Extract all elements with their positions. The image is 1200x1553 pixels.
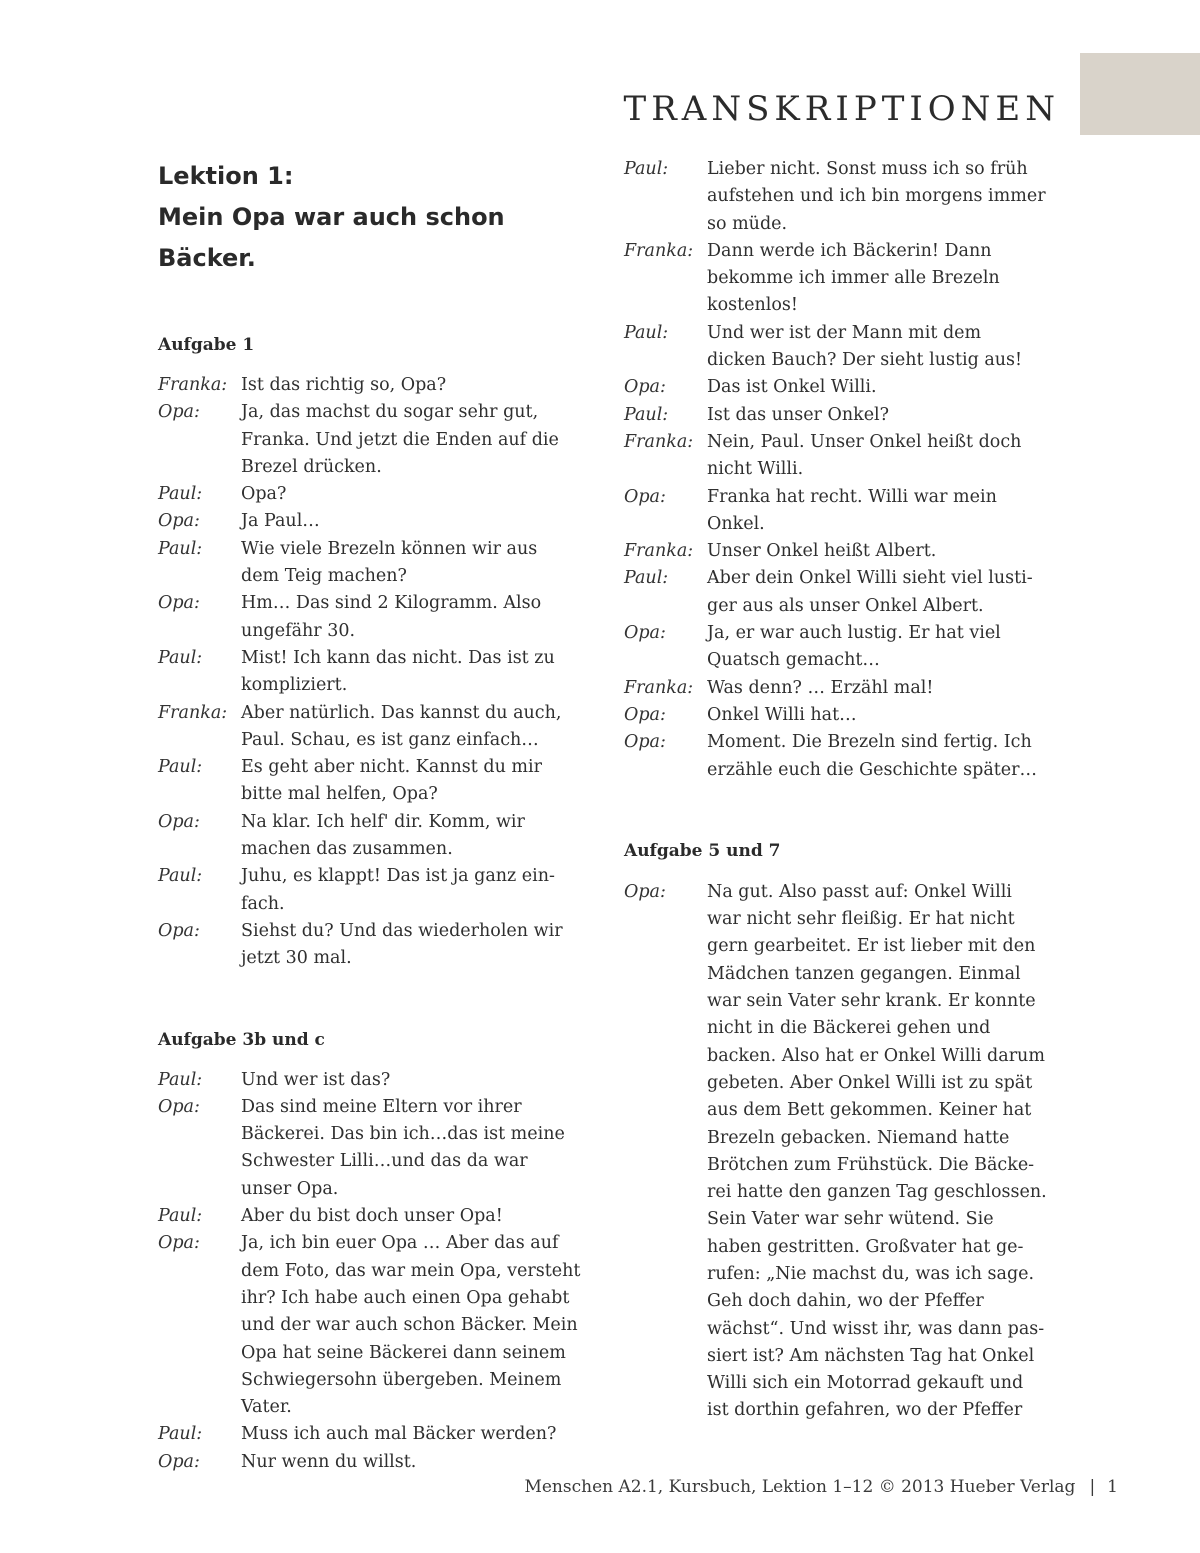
- dialog-text: Unser Onkel heißt Albert.: [707, 541, 937, 562]
- page-header-title: TRANSKRIPTIONEN: [623, 89, 1060, 129]
- dialog-line: [624, 429, 1070, 484]
- speaker-label: Franka:: [158, 702, 228, 723]
- dialog-text: Aber dein Onkel Willi sieht viel lusti- ger aus als unser Onkel Albert.: [707, 568, 1033, 616]
- speaker-label: Paul:: [158, 647, 203, 668]
- dialog-text: Onkel Willi hat…: [707, 704, 857, 725]
- dialog-line: [158, 590, 598, 645]
- dialog-text: Ja, er war auch lustig. Er hat viel Quatsch gemacht…: [707, 623, 1001, 671]
- dialog-text: Wie viele Brezeln können wir aus dem Teig machen?: [241, 538, 538, 587]
- dialog-text: Was denn? … Erzähl mal!: [707, 677, 934, 698]
- page-footer: [0, 1474, 1118, 1500]
- speaker-label: Opa:: [624, 881, 666, 902]
- heading-aufgabe-5: Aufgabe 5 und 7: [624, 840, 781, 861]
- speaker-label: Opa:: [624, 486, 666, 507]
- dialog-line: [158, 754, 598, 809]
- speaker-label: Opa:: [158, 811, 200, 832]
- speaker-label: Opa:: [158, 1096, 200, 1117]
- dialog-line: [158, 1203, 598, 1230]
- speaker-label: Opa:: [158, 402, 200, 423]
- dialog-line: [158, 863, 598, 918]
- dialog-text: Ja Paul…: [241, 511, 320, 532]
- speaker-label: Paul:: [158, 1424, 203, 1445]
- dialog-line: [158, 536, 598, 591]
- dialog-text: Franka hat recht. Willi war mein Onkel.: [707, 486, 997, 534]
- heading-aufgabe-3: Aufgabe 3b und c: [158, 1029, 325, 1050]
- dialog-text: Und wer ist der Mann mit dem dicken Bauch? Der sieht lustig aus!: [707, 322, 1023, 371]
- speaker-label: Opa:: [158, 1451, 200, 1472]
- dialog-text: Moment. Die Brezeln sind fertig. Ich erzähle euch die Geschichte später…: [707, 732, 1038, 780]
- dialog-aufgabe-1: [158, 372, 598, 973]
- lesson-title-line1: Lektion 1:: [158, 162, 294, 190]
- dialog-text: Nur wenn du willst.: [241, 1451, 417, 1472]
- dialog-line: [624, 484, 1070, 539]
- dialog-line: [624, 402, 1070, 429]
- dialog-text: Ist das unser Onkel?: [707, 404, 890, 425]
- speaker-label: Opa:: [624, 623, 666, 644]
- dialog-text: Es geht aber nicht. Kannst du mir bitte mal helfen, Opa?: [241, 757, 542, 805]
- dialog-line: [158, 372, 598, 399]
- dialog-aufgabe-3-continued: [624, 156, 1070, 784]
- heading-aufgabe-1: Aufgabe 1: [158, 335, 255, 355]
- dialog-line: [624, 320, 1070, 375]
- dialog-text: Ist das richtig so, Opa?: [241, 375, 447, 395]
- dialog-line: [624, 620, 1070, 675]
- dialog-line: [624, 879, 1070, 1425]
- speaker-label: Franka:: [624, 677, 694, 698]
- dialog-line: [624, 538, 1070, 565]
- speaker-label: Paul:: [158, 866, 203, 887]
- speaker-label: Opa:: [624, 732, 666, 753]
- dialog-line: [158, 1449, 598, 1476]
- dialog-aufgabe-5: [624, 879, 1070, 1425]
- speaker-label: Paul:: [158, 538, 203, 559]
- dialog-text: Nein, Paul. Unser Onkel heißt doch nicht Willi.: [707, 431, 1022, 480]
- dialog-aufgabe-3: [158, 1067, 598, 1476]
- dialog-line: [158, 481, 598, 508]
- speaker-label: Franka:: [158, 375, 228, 395]
- dialog-text: Juhu, es klappt! Das ist ja ganz ein- fach.: [241, 866, 555, 914]
- speaker-label: Franka:: [624, 431, 694, 452]
- dialog-line: [158, 809, 598, 864]
- dialog-text: Ja, ich bin euer Opa … Aber das auf dem Foto, das war mein Opa, versteht ihr? Ich habe auch einen Opa gehabt und der war auch schon Bäcker. Mein Opa hat seine Bäckerei dann seinem Schwiegersohn übergeben. Meinem Vater.: [241, 1233, 581, 1418]
- speaker-label: Paul:: [624, 322, 669, 343]
- dialog-line: [158, 399, 598, 481]
- dialog-text: Dann werde ich Bäckerin! Dann bekomme ich immer alle Brezeln kostenlos!: [707, 240, 1000, 316]
- left-column: [158, 156, 598, 1476]
- speaker-label: Franka:: [624, 240, 694, 261]
- dialog-line: [158, 1067, 598, 1094]
- dialog-text: Mist! Ich kann das nicht. Das ist zu kompliziert.: [241, 647, 555, 696]
- dialog-text: Aber du bist doch unser Opa!: [241, 1206, 503, 1227]
- page-number: 1: [1107, 1477, 1118, 1497]
- dialog-text: Opa?: [241, 484, 287, 505]
- dialog-text: Na gut. Also passt auf: Onkel Willi war nicht sehr fleißig. Er hat nicht gern gearbeitet. Er ist lieber mit den Mädchen tanzen gegangen. Einmal war sein Vater sehr krank. Er konnte nicht in die Bäckerei gehen und backen. Also hat er Onkel Willi darum gebeten. Aber Onkel Willi ist zu spät aus dem Bett gekommen. Keiner hat Brezeln gebacken. Niemand hatte Brötchen zum Frühstück. Die Bäcke- rei hatte den ganzen Tag geschlossen. Sein Vater war sehr wütend. Sie haben gestritten. Großvater hat ge- rufen: „Nie machst du, was ich sage. Geh doch dahin, wo der Pfeffer wächst“. Und wisst ihr, was dann pas- siert ist? Am nächsten Tag hat Onkel Willi sich ein Motorrad gekauft und ist dorthin gefahren, wo der Pfeffer: [707, 881, 1047, 1421]
- dialog-line: [158, 1230, 598, 1421]
- dialog-line: [158, 700, 598, 755]
- dialog-line: [624, 156, 1070, 238]
- speaker-label: Opa:: [158, 511, 200, 532]
- speaker-label: Paul:: [624, 404, 669, 425]
- dialog-text: Ja, das machst du sogar sehr gut, Franka. Und jetzt die Enden auf die Brezel drücken.: [241, 402, 559, 477]
- dialog-text: Lieber nicht. Sonst muss ich so früh aufstehen und ich bin morgens immer so müde.: [707, 159, 1046, 234]
- speaker-label: Paul:: [158, 1206, 203, 1227]
- speaker-label: Opa:: [158, 593, 200, 614]
- footer-separator: |: [1089, 1477, 1096, 1497]
- dialog-line: [158, 1094, 598, 1203]
- speaker-label: Paul:: [624, 159, 669, 179]
- footer-credit: Menschen A2.1, Kursbuch, Lektion 1–12 © 2013 Hueber Verlag: [524, 1477, 1076, 1497]
- speaker-label: Paul:: [158, 1069, 203, 1090]
- speaker-label: Opa:: [158, 1233, 200, 1254]
- speaker-label: Opa:: [624, 704, 666, 725]
- dialog-text: Aber natürlich. Das kannst du auch, Paul. Schau, es ist ganz einfach…: [241, 702, 562, 750]
- speaker-label: Opa:: [624, 377, 666, 398]
- speaker-label: Paul:: [158, 484, 203, 505]
- dialog-line: [624, 702, 1070, 729]
- speaker-label: Paul:: [158, 757, 203, 778]
- dialog-text: Muss ich auch mal Bäcker werden?: [241, 1424, 557, 1445]
- dialog-line: [158, 1421, 598, 1448]
- dialog-text: Na klar. Ich helf' dir. Komm, wir machen das zusammen.: [241, 811, 525, 860]
- dialog-text: Das ist Onkel Willi.: [707, 377, 877, 398]
- speaker-label: Paul:: [624, 568, 669, 589]
- dialog-line: [158, 645, 598, 700]
- dialog-line: [158, 918, 598, 973]
- dialog-text: Das sind meine Eltern vor ihrer Bäckerei. Das bin ich…das ist meine Schwester Lilli…und das da war unser Opa.: [241, 1096, 565, 1199]
- dialog-text: Hm… Das sind 2 Kilogramm. Also ungefähr 30.: [241, 593, 542, 641]
- section-color-tab: [1080, 53, 1200, 135]
- dialog-line: [624, 729, 1070, 784]
- lesson-title-line2: Mein Opa war auch schon Bäcker.: [158, 203, 505, 272]
- dialog-line: [624, 675, 1070, 702]
- dialog-line: [624, 238, 1070, 320]
- speaker-label: Franka:: [624, 541, 694, 562]
- dialog-text: Und wer ist das?: [241, 1069, 391, 1090]
- speaker-label: Opa:: [158, 920, 200, 941]
- dialog-line: [624, 374, 1070, 401]
- right-column: [624, 156, 1070, 1425]
- dialog-line: [158, 508, 598, 535]
- dialog-line: [624, 565, 1070, 620]
- dialog-text: Siehst du? Und das wiederholen wir jetzt 30 mal.: [241, 920, 563, 969]
